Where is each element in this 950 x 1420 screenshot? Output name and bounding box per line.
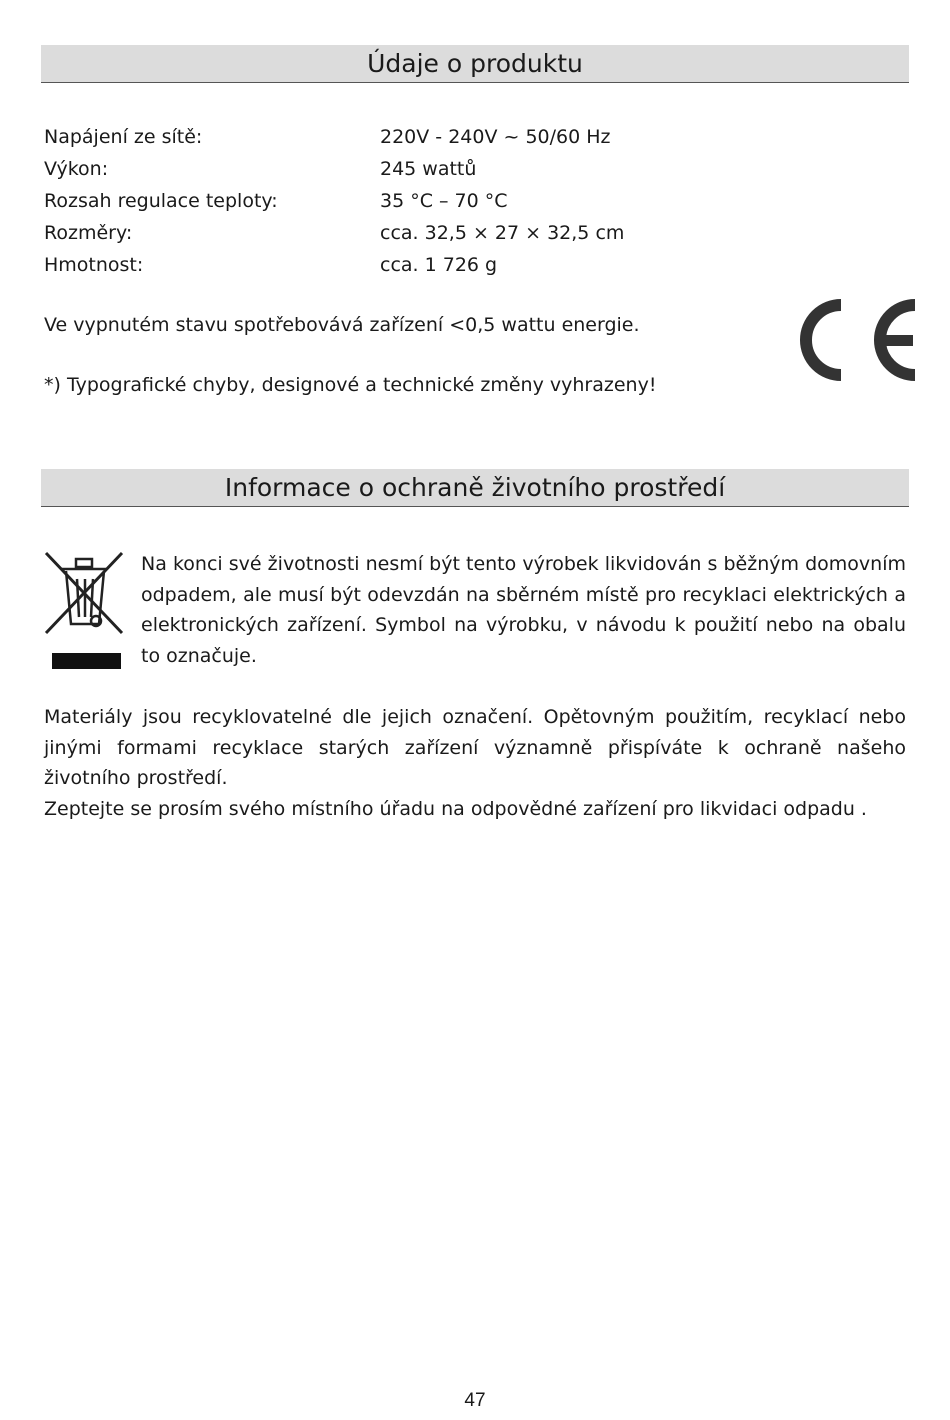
disclaimer-note: *) Typografické chyby, designové a technické změny vyhrazeny! [44, 374, 657, 396]
spec-value: 35 °C – 70 °C [380, 190, 508, 212]
environment-heading: Informace o ochraně životního prostředí [41, 469, 909, 507]
spec-value: 245 wattů [380, 158, 477, 180]
spec-label: Rozměry: [44, 222, 133, 244]
local-authority-paragraph: Zeptejte se prosím svého místního úřadu na odpovědné zařízení pro likvidaci odpadu . [44, 798, 867, 820]
weee-disposal-paragraph: Na konci své životnosti nesmí být tento výrobek likvidován s běžným domovním odpadem, ale musí být odevzdán na sběrném místě pro recyklaci elektrických a elektronických zařízení. Symbol na výrobku, v návodu k použití nebo na obalu to označuje. [141, 553, 906, 667]
spec-label: Napájení ze sítě: [44, 126, 203, 148]
spec-value: 220V - 240V ~ 50/60 Hz [380, 126, 611, 148]
product-data-heading: Údaje o produktu [41, 45, 909, 83]
spec-label: Hmotnost: [44, 254, 144, 276]
spec-label: Výkon: [44, 158, 109, 180]
page-number: 47 [464, 1390, 486, 1411]
recycling-materials-paragraph: Materiály jsou recyklovatelné dle jejich označení. Opětovným použitím, recyklací nebo jinými formami recyklace starých zařízení významně přispíváte k ochraně našeho životního prostředí. [44, 706, 906, 789]
standby-power-note: Ve vypnutém stavu spotřebovává zařízení <0,5 wattu energie. [44, 314, 640, 336]
spec-label: Rozsah regulace teploty: [44, 190, 278, 212]
ce-mark-icon [797, 296, 921, 384]
spec-value: cca. 1 726 g [380, 254, 498, 276]
spec-value: cca. 32,5 × 27 × 32,5 cm [380, 222, 625, 244]
weee-crossed-bin-icon [44, 549, 124, 671]
